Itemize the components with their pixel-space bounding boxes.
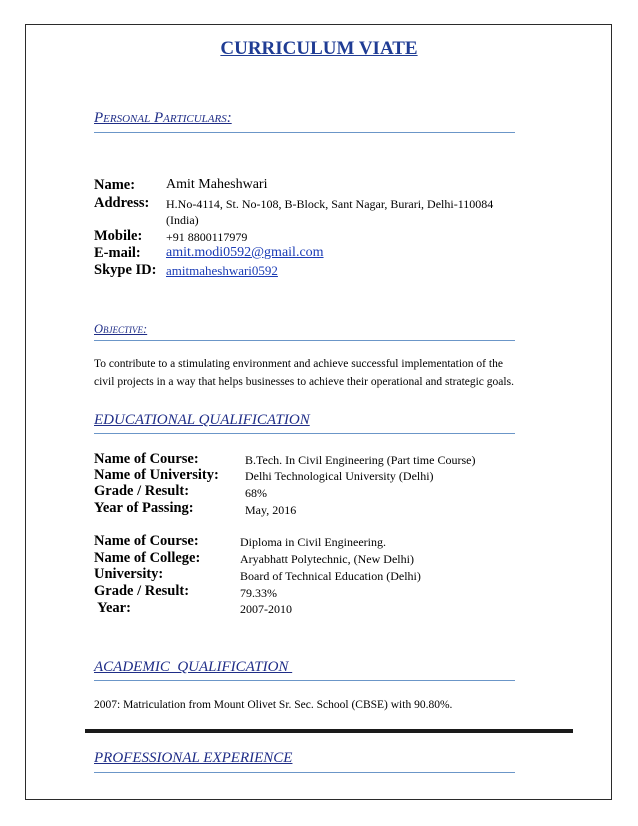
diploma-course-value: Diploma in Civil Engineering. xyxy=(240,535,386,549)
address-label: Address: xyxy=(94,195,150,211)
btech-university-value: Delhi Technological University (Delhi) xyxy=(245,469,434,483)
section-divider xyxy=(85,729,573,733)
btech-year-label: Year of Passing: xyxy=(94,500,194,516)
section-rule xyxy=(94,772,515,773)
email-label: E-mail: xyxy=(94,245,141,261)
objective-line-2: civil projects in a way that helps businesses to achieve their operational and strategic goals. xyxy=(94,376,514,388)
diploma-college-label: Name of College: xyxy=(94,550,201,566)
btech-course-label: Name of Course: xyxy=(94,451,199,467)
academic-line: 2007: Matriculation from Mount Olivet Sr. Sec. School (CBSE) with 90.80%. xyxy=(94,699,453,711)
address-line-2: (India) xyxy=(166,213,199,227)
btech-university-label: Name of University: xyxy=(94,467,219,483)
diploma-course-label: Name of Course: xyxy=(94,533,199,549)
diploma-grade-value: 79.33% xyxy=(240,586,277,600)
btech-course-value: B.Tech. In Civil Engineering (Part time Course) xyxy=(245,453,476,467)
diploma-university-label: University: xyxy=(94,566,164,582)
document-title: CURRICULUM VIATE xyxy=(220,38,418,59)
diploma-year-label: Year: xyxy=(94,600,131,616)
diploma-university-value: Board of Technical Education (Delhi) xyxy=(240,569,421,583)
btech-year-value: May, 2016 xyxy=(245,503,297,517)
section-rule xyxy=(94,680,515,681)
section-heading-personal: Personal Particulars: xyxy=(94,110,232,126)
btech-grade-label: Grade / Result: xyxy=(94,483,190,499)
diploma-year-value: 2007-2010 xyxy=(240,602,292,616)
section-heading-objective: Objective: xyxy=(94,322,148,336)
section-rule xyxy=(94,132,515,133)
address-line-1: H.No-4114, St. No-108, B-Block, Sant Nagar, Burari, Delhi-110084 xyxy=(166,197,494,211)
section-rule xyxy=(94,433,515,434)
diploma-college-value: Aryabhatt Polytechnic, (New Delhi) xyxy=(240,552,414,566)
email-link[interactable]: amit.modi0592@gmail.com xyxy=(166,245,324,260)
section-heading-professional: PROFESSIONAL EXPERIENCE xyxy=(94,750,293,766)
skype-link[interactable]: amitmaheshwari0592 xyxy=(166,263,278,278)
btech-grade-value: 68% xyxy=(245,486,267,500)
name-label: Name: xyxy=(94,177,136,193)
mobile-value: +91 8800117979 xyxy=(166,230,248,244)
diploma-grade-label: Grade / Result: xyxy=(94,583,190,599)
skype-label: Skype ID: xyxy=(94,262,157,278)
name-value: Amit Maheshwari xyxy=(166,177,268,192)
section-heading-education: EDUCATIONAL QUALIFICATION xyxy=(94,412,310,428)
mobile-label: Mobile: xyxy=(94,228,143,244)
section-heading-academic: ACADEMIC QUALIFICATION xyxy=(94,659,293,675)
section-rule xyxy=(94,340,515,341)
objective-line-1: To contribute to a stimulating environment and achieve successful implementation of the xyxy=(94,358,503,370)
